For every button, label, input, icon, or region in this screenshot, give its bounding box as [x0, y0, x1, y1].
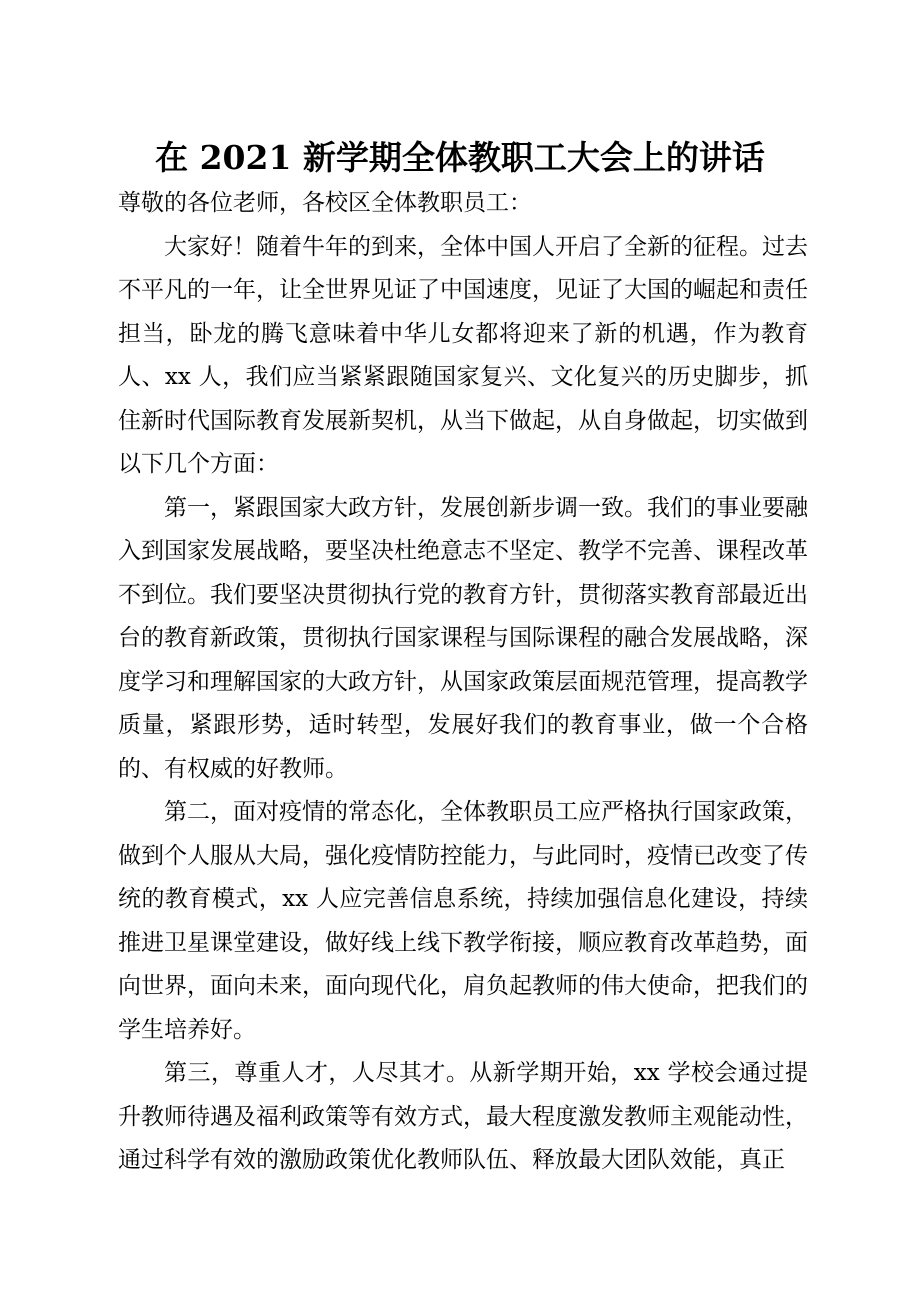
salutation: 尊敬的各位老师，各校区全体教职员工：: [118, 190, 532, 216]
paragraph-first-point: 第一，紧跟国家大政方针，发展创新步调一致。我们的事业要融入到国家发展战略，要坚决杜绝意志不坚定、教学不完善、课程改革不到位。我们要坚决贯彻执行党的教育方针，贯彻落实教育部最近出台的教育新政策，贯彻执行国家课程与国际课程的融合发展战略，深度学习和理解国家的大政方针，从国家政策层面规范管理，提高教学质量，紧跟形势，适时转型，发展好我们的教育事业，做一个合格的、有权威的好教师。: [118, 494, 808, 782]
paragraph-third-point: 第三，尊重人才，人尽其才。从新学期开始，xx 学校会通过提升教师待遇及福利政策等有效方式，最大程度激发教师主观能动性，通过科学有效的激励政策优化教师队伍、释放最大团队效能，真正: [118, 1060, 808, 1173]
paragraph-opening: 大家好！随着牛年的到来，全体中国人开启了全新的征程。过去不平凡的一年，让全世界见证了中国速度，见证了大国的崛起和责任担当，卧龙的腾飞意味着中华儿女都将迎来了新的机遇，作为教育人、xx 人，我们应当紧紧跟随国家复兴、文化复兴的历史脚步，抓住新时代国际教育发展新契机，从当下做起，从自身做起，切实做到以下几个方面：: [118, 233, 808, 477]
document-body: [118, 182, 808, 1183]
paragraph-second-point: 第二，面对疫情的常态化，全体教职员工应严格执行国家政策，做到个人服从大局，强化疫情防控能力，与此同时，疫情已改变了传统的教育模式，xx 人应完善信息系统，持续加强信息化建设，持续推进卫星课堂建设，做好线上线下教学衔接，顺应教育改革趋势，面向世界，面向未来，面向现代化，肩负起教师的伟大使命，把我们的学生培养好。: [118, 799, 808, 1043]
document-title: 在 2021 新学期全体教职工大会上的讲话: [155, 138, 765, 177]
